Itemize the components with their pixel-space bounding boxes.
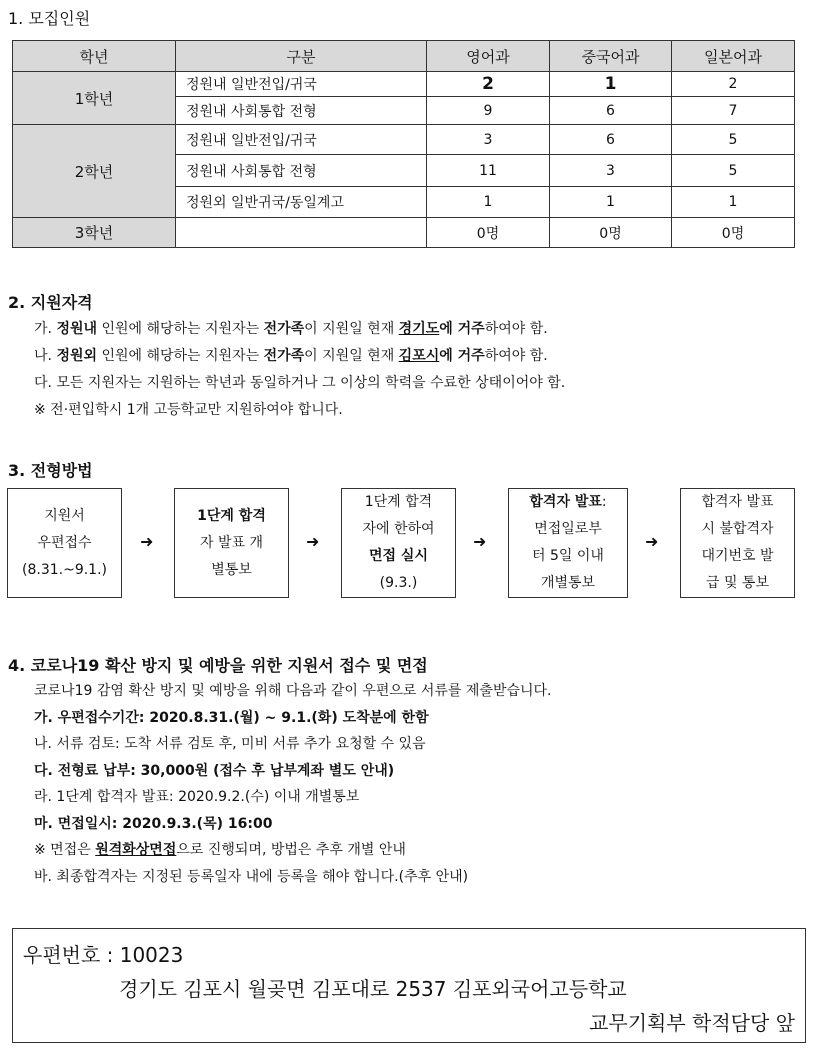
grade-2-cell: 2학년 [13,125,176,218]
english-count: 2 [427,72,550,97]
japanese-count: 2 [672,72,795,97]
chinese-count: 6 [550,97,672,125]
covid-ma: 마. 면접일시: 2020.9.3.(목) 16:00 [34,816,273,832]
recruitment-table [12,40,795,248]
address-line-2: 교무기획부 학적담당 앞 [589,1011,795,1035]
table-row [13,218,795,248]
english-count: 1 [427,187,550,218]
covid-ra: 라. 1단계 합격자 발표: 2020.9.2.(수) 이내 개별통보 [34,789,360,805]
arrow-icon: ➜ [645,532,659,551]
english-count: 0명 [427,218,550,248]
step-announcement: 합격자 발표: 면접일로부 터 5일 이내 개별통보 [508,488,628,598]
chinese-count: 0명 [550,218,672,248]
japanese-count: 0명 [672,218,795,248]
covid-na: 나. 서류 검토: 도착 서류 검토 후, 미비 서류 추가 요청할 수 있음 [34,736,426,752]
header-chinese: 중국어과 [550,41,672,72]
category-cell: 정원내 사회통합 전형 [176,155,427,187]
japanese-count: 5 [672,125,795,155]
header-japanese: 일본어과 [672,41,795,72]
category-cell: 정원내 일반전입/귀국 [176,125,427,155]
covid-intro: 코로나19 감염 확산 방지 및 예방을 위해 다음과 같이 우편으로 서류를 제출받습니다. [34,683,552,699]
covid-note: ※ 면접은 원격화상면접으로 진행되며, 방법은 추후 개별 안내 [34,842,406,858]
postcode: 우편번호 : 10023 [23,943,184,967]
step-interview: 1단계 합격 자에 한하여 면접 실시 (9.3.) [341,488,456,598]
chinese-count: 6 [550,125,672,155]
header-category: 구분 [176,41,427,72]
arrow-icon: ➜ [306,532,320,551]
arrow-icon: ➜ [473,532,487,551]
address-box [12,928,806,1043]
table-row [13,125,795,155]
chinese-count: 1 [550,72,672,97]
grade-1-cell: 1학년 [13,72,176,125]
section-3-title: 3. 전형방법 [8,461,93,480]
english-count: 3 [427,125,550,155]
grade-3-cell: 3학년 [13,218,176,248]
table-header-row [13,41,795,72]
arrow-icon: ➜ [140,532,154,551]
category-cell: 정원내 사회통합 전형 [176,97,427,125]
chinese-count: 3 [550,155,672,187]
section-4-title: 4. 코로나19 확산 방지 및 예방을 위한 지원서 접수 및 면접 [8,656,428,675]
japanese-count: 5 [672,155,795,187]
header-grade: 학년 [13,41,176,72]
english-count: 11 [427,155,550,187]
qualification-na: 나. 정원외 인원에 해당하는 지원자는 전가족이 지원일 현재 김포시에 거주하여야 함. [34,348,548,364]
covid-da: 다. 전형료 납부: 30,000원 (접수 후 납부계좌 별도 안내) [34,763,395,779]
japanese-count: 7 [672,97,795,125]
qualification-note: ※ 전·편입학시 1개 고등학교만 지원하여야 합니다. [34,402,343,418]
qualification-da: 다. 모든 지원자는 지원하는 학년과 동일하거나 그 이상의 학력을 수료한 상태이어야 함. [34,375,566,391]
qualification-ga: 가. 정원내 인원에 해당하는 지원자는 전가족이 지원일 현재 경기도에 거주하여야 함. [34,321,548,337]
category-cell: 정원외 일반귀국/동일계고 [176,187,427,218]
covid-ba: 바. 최종합격자는 지정된 등록일자 내에 등록을 해야 합니다.(추후 안내) [34,869,469,885]
covid-ga: 가. 우편접수기간: 2020.8.31.(월) ~ 9.1.(화) 도착분에 한함 [34,710,429,726]
chinese-count: 1 [550,187,672,218]
english-count: 9 [427,97,550,125]
step-application: 지원서 우편접수 (8.31.~9.1.) [7,488,122,598]
category-cell [176,218,427,248]
header-english: 영어과 [427,41,550,72]
table-row [13,72,795,97]
address-line-1: 경기도 김포시 월곶면 김포대로 2537 김포외국어고등학교 [119,977,627,1001]
step-first-pass: 1단계 합격 자 발표 개 별통보 [174,488,289,598]
section-1-title: 1. 모집인원 [8,9,91,28]
section-2-title: 2. 지원자격 [8,293,93,312]
step-waitlist: 합격자 발표 시 불합격자 대기번호 발 급 및 통보 [680,488,795,598]
category-cell: 정원내 일반전입/귀국 [176,72,427,97]
japanese-count: 1 [672,187,795,218]
